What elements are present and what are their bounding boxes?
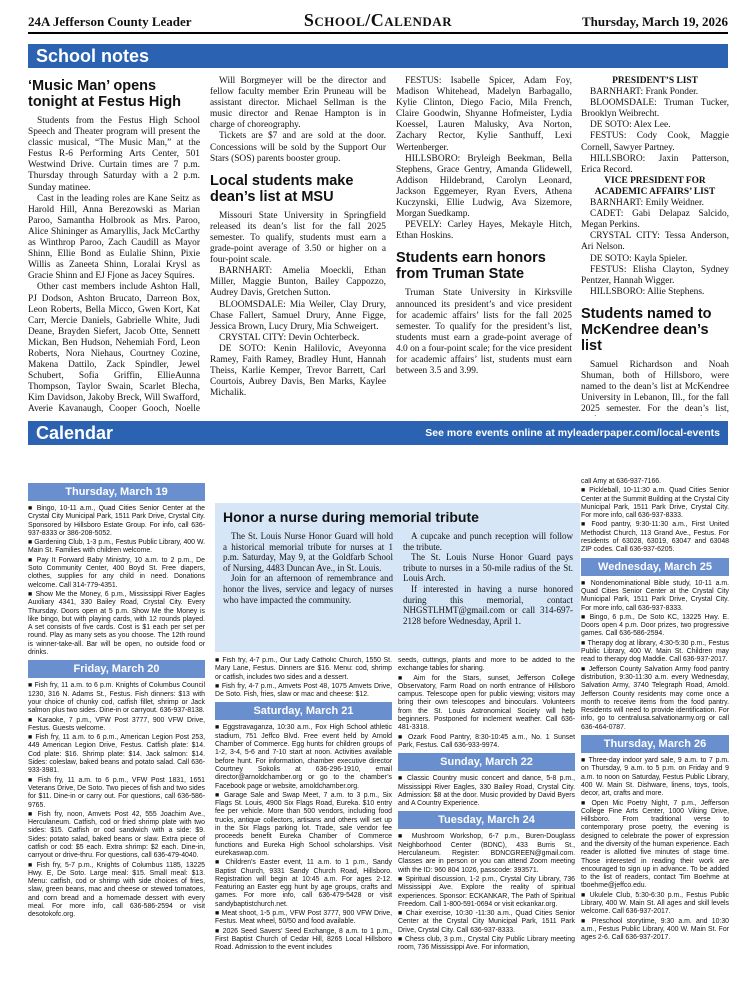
- paragraph: Other cast members include Ashton Hall, PJ Dodson, Ashton Brucato, Darreon Box, Leon Roberts, Bella Micco, Gwen Kort, Kat Carr, Mercie Daniels, Gabrielle White, Judi Deane, Brayden Siefert, Jacob Otte, Sennett Mickan, Ben Hudson, Nehemiah Ford, Leon Roberts, Nora Niehaus, Courtney Cozine, Makena Dattilo, Zack Spindler, Jewel Schubert, Sofia Griffin, EllieAunna Thompson, Taylor Swain, Scarlet Blecha, Kim Davidson, Jakoby Breck, Will Swafford, Averie Kavanaugh, Cooper Gooch, Noelle: [28, 282, 200, 415]
- event: ■ Bingo, 10-11 a.m., Quad Cities Senior Center at the Crystal City Municipal Park, 1511 Park Drive, Crystal City. Sponsored by Hillsboro Estate Group. For info, call 636-937-8333 or 386-208-5052.: [28, 505, 205, 537]
- paragraph: Truman State University in Kirksville announced its president’s and vice president for academic affairs’ lists for the fall 2025 semester. To qualify for the president’s list, students must earn a grade-point average of 4.0 on a four-point scale; for the vice president for academic affairs’ list, students must earn between 3.5 and 3.99.: [396, 288, 572, 377]
- paragraph: A cupcake and punch reception will follow the tribute.: [403, 531, 573, 552]
- event: ■ Eggstravaganza, 10:30 a.m., Fox High School athletic stadium, 751 Jeffco Blvd. Free event held by Arnold Chamber of Commerce. Egg hunts for children groups of 1-2, 3-4, 5-6 and 7-10 start at noon. Activities available before hunt. For information, chamber executive director Courtney Sokolis at 636-296-1910, email director@arnoldchamber.org or go to the chamber’s Facebook page or website, arnoldchamber.org.: [215, 724, 392, 790]
- event: ■ Fish fry, 11 a.m. to 6 p.m., American Legion Post 253, 449 American Legion Drive, Festus. Catfish plate: $14. Cod plate: $16. Shrimp plate: $14. Jack salmon: $14. Sides: coleslaw, baked beans and potato salad. Call 636-933-3981.: [28, 734, 205, 775]
- paragraph: Students from the Festus High School Speech and Theater program will present the classic musical, “The Music Man,” at the Festus R-6 Performing Arts Center, 501 Westwind Drive. Curtain times are 7 p.m. Thursday through Saturday with a 2 p.m. Sunday matinee.: [28, 116, 200, 193]
- issue-date: Thursday, March 19, 2026: [581, 14, 728, 29]
- event: ■ 2026 Seed Savers’ Seed Exchange, 8 a.m. to 1 p.m., First Baptist Church of Cedar Hill, 8265 Local Hillsboro Road. Admission to the event includes: [215, 927, 392, 952]
- paragraph: Missouri State University in Springfield released its dean’s list for the fall 2025 semester. To qualify, students must earn a grade-point average of 3.50 or higher on a four-point scale.: [210, 210, 386, 266]
- section-title: School/Calendar: [303, 10, 453, 30]
- paragraph: If interested in having a nurse honored during this memorial, contact NHGSTLHMT@gmail.com or call 314-697-2128 before Wednesday, April 1.: [403, 583, 573, 626]
- column-3: [396, 76, 572, 416]
- event: ■ Garage Sale and Swap Meet, 7 a.m. to 3 p.m., Six Flags St. Louis, 4900 Six Flags Road, Eureka. $10 entry fee per vehicle. More than 500 vendors, including food trucks, antique collectors, artisans and others will set up in the Six Flags parking lot. Trade, sale vendor fee proceeds benefit Eureka Chamber of Commerce functions and Eureka High School scholarships. Visit eurekaswap.com.: [215, 791, 392, 857]
- event: ■ Aim for the Stars, sunset, Jefferson College Observatory, Farm Road on north entrance of Hillsboro campus. Telescope open for public viewing; visitors may bring their own telescopes and binoculars. Volunteers from the St. Louis Astronomical Society will help beginners. Postponed for inclement weather. Call 636-481-3318.: [398, 674, 575, 732]
- event: ■ Fish fry, noon, Amvets Post 42, 555 Joachim Ave., Herculaneum. Catfish, cod or fried shrimp plate with two sides: $15. Catfish or cod sandwich with a side: $9. Sides: potato salad, baked beans or slaw. Extra piece of catfish or cod: $5 each. Extra shrimp: $2 each. Dine-in, carryout or drive-thru. For questions, call 636-479-4040.: [28, 810, 205, 860]
- event: ■ Ukulele Club, 5:30-6:30 p.m., Festus Public Library, 400 W. Main St. All ages and skill levels welcome. Call 636-937-2017.: [581, 891, 729, 916]
- day-header: Thursday, March 26: [581, 735, 729, 753]
- event: ■ Chess club, 3 p.m., Crystal City Public Library meeting room, 736 Mississippi Ave. For information,: [398, 936, 575, 952]
- music-man-headline: ‘Music Man’ opens tonight at Festus High: [28, 78, 182, 110]
- paragraph: DE SOTO: Alex Lee.: [590, 120, 671, 131]
- tribute-col-left: [223, 531, 393, 605]
- list-title: PRESIDENT’S LIST: [612, 76, 698, 86]
- paragraph: CRYSTAL CITY: Devin Ochterbeck.: [219, 332, 360, 343]
- event: ■ Mushroom Workshop, 6-7 p.m., Buren-Douglass Neighborhood Center (BDNC), 433 Burris St., Herculaneum. Register: BDNCGREEN@gmail.com. Classes are in person or you can attend Zoom meeting with the ID: 960 804 1026, passcode: 393571.: [398, 833, 575, 874]
- event: ■ Open Mic Poetry Night, 7 p.m., Jefferson College Fine Arts Center, 1000 Viking Drive, Hillsboro. From traditional verse to contemporary prose poetry, the evening is designed to celebrate the power of expression and the diversity of the human experience. Each reader is allotted five minutes of stage time. Those interested in reading their work are encouraged to sign up in advance. To be added to the list of readers, contact Tim Boehme at tboehme@jeffco.edu.: [581, 799, 729, 890]
- paragraph: Samuel Richardson and Noah Shuman, both of Hillsboro, were named to the dean’s list at McKendree University in Lebanon, Ill., for the fall 2025 semester. For the dean’s list,: [581, 359, 729, 415]
- event: ■ Jefferson County Salvation Army food pantry distribution, 9:30-11:30 a.m. every Wednesday, Salvation Army, 3740 Telegraph Road, Arnold. Jefferson County residents may come once a month to receive items from the food pantry. Residents will need to provide identification. For info, go to centralusa.salvationarmy.org or call 636-464-0787.: [581, 665, 729, 731]
- paragraph: CADET: Gabi Delapaz Salcido, Megan Perkins.: [581, 209, 729, 231]
- event: ■ Therapy dog at library, 4:30-5:30 p.m., Festus Public Library, 400 W. Main St. Children may read to therapy dog Maddie. Call 636-937-2017.: [581, 639, 729, 664]
- msu-headline: Local students make dean’s list at MSU: [210, 172, 354, 205]
- day-header: Thursday, March 19: [28, 483, 205, 501]
- event: ■ Fish fry, 4-7 p.m., Our Lady Catholic Church, 1550 St. Mary Lane, Festus. Dinners are $16. Menu: cod, shrimp or catfish, includes two sides and a dessert.: [215, 657, 392, 681]
- calendar-title: Calendar: [36, 423, 114, 443]
- event: ■ Preschool storytime, 9:30 a.m. and 10:30 a.m., Festus Public Library, 400 W. Main St. For ages 2-6. Call 636-937-2017.: [581, 917, 729, 942]
- event: ■ Karaoke, 7 p.m., VFW Post 3777, 900 VFW Drive, Festus. Guests welcome.: [28, 716, 205, 732]
- paragraph: CRYSTAL CITY: Tessa Anderson, Ari Nelson.: [581, 231, 729, 253]
- mckendree-headline: Students named to McKendree dean’s list: [581, 305, 712, 354]
- event: ■ Fish fry, 11 a.m. to 6 p.m., VFW Post 1831, 1651 Veterans Drive, De Soto. Two pieces of fish and two sides for $11. Dine-in or carry out. For questions, call 636-586-9765.: [28, 776, 205, 809]
- paragraph: DE SOTO: Kayla Spieler.: [590, 253, 688, 264]
- page-header: [28, 8, 728, 34]
- paragraph: Cast in the leading roles are Kane Seitz as Harold Hill, Anna Berezowski as Marian Paroo, Samantha Holbrook as Mrs. Paroo, Alice Shininger as Amaryllis, Jack McCarthy as Winthrop Paroo, Zach Caudill as Mayor Shinn, Ellie Bond as Eulalie Shinn, Pixie Willis as Zaneeta Shinn, Loralai Krysl as Gracie Shinn and EJ Fjone as Jacey Squires.: [28, 193, 200, 282]
- tribute-title: Honor a nurse during memorial tribute: [223, 509, 479, 525]
- column-4: [581, 76, 729, 416]
- tribute-col-right: [403, 531, 573, 626]
- paragraph: The St. Louis Nurse Honor Guard will hold a historical memorial tribute for nurses at 1 p.m. Saturday, May 9, at the Goldfarb School of Nursing, 4483 Duncan Ave., in St. Louis.: [223, 531, 393, 573]
- event: ■ Food pantry, 9:30-11:30 a.m., First United Methodist Church, 113 Grand Ave., Festus. For residents of 63028, 63019, 63047 and 63048 ZIP codes. Call 636-937-6205.: [581, 521, 729, 554]
- calendar-col-2: [215, 657, 392, 980]
- event: ■ Pay It Forward Baby Ministry, 10 a.m. to 2 p.m., De Soto Community Center, 400 Boyd St. Free diapers, clothes, supplies for any child in need. Donations welcome. Call 314-779-4351.: [28, 556, 205, 589]
- paragraph: Tickets are $7 and are sold at the door. Concessions will be sold by the Support Our Stars (SOS) parents booster group.: [210, 131, 386, 164]
- event: seeds, cuttings, plants and more to be added to the exchange tables for sharing.: [398, 657, 575, 673]
- event: ■ Ozark Food Pantry, 8:30-10:45 a.m., No. 1 Sunset Park, Festus. Call 636-933-9974.: [398, 733, 575, 749]
- event: ■ Show Me the Money, 6 p.m., Mississippi River Eagles Auxiliary 4341, 330 Bailey Road, Crystal City. Every Thursday. Doors open at 5 p.m. Show Me the Money is like bingo, but with playing cards, with 12 rounds played. A set consists of five cards. Cost is $1 each per set per round. Play as many sets as you choose. The 12th round is winner-take-all. Bar will be open, no outside food or drinks.: [28, 590, 205, 657]
- event: ■ Gardening Club, 1-3 p.m., Festus Public Library, 400 W. Main St. Families with children welcome.: [28, 539, 205, 555]
- day-header: Tuesday, March 24: [398, 811, 575, 829]
- event: ■ Nondenominational Bible study, 10-11 a.m. Quad Cities Senior Center at the Crystal City Municipal Park, 1511 Park Drive, Crystal City. For more info, call 636-937-8333.: [581, 579, 729, 612]
- event: ■ Fish fry, 4-7 p.m., Amvets Post 48, 1075 Amvets Drive, De Soto. Fish, fries, slaw or mac and cheese: $12.: [215, 682, 392, 699]
- paragraph: Join for an afternoon of remembrance and honor the lives, service and legacy of nurses who have impacted the community.: [223, 573, 393, 605]
- event: ■ Fish fry, 11 a.m. to 6 p.m. Knights of Columbus Council 1230, 316 N. Adams St., Festus. Fish dinners: $13 with your choice of chunky cod, catfish fillet, shrimp or Jack salmon plus two sides. Dine-in or carryout. 636-937-8138.: [28, 682, 205, 715]
- paragraph: HILLSBORO: Bryleigh Beekman, Bella Stephens, Grace Gentry, Amanda Glidewell, Addison Hildebrand, Carolyn Leonard, Jackson Eggemeyer, Ryan Evers, Athena Kuczynski, Ellie Ludwig, Ava Sizemore, Morgan Suedkamp.: [396, 153, 572, 220]
- event: ■ Spiritual discussion, 1-2 p.m., Crystal City Library, 736 Mississippi Ave. Explore the reality of spiritual experiences. Sponsor: ECKANKAR, The Path of Spiritual Freedom. Call 1-800-591-0694 or visit eckankar.org.: [398, 875, 575, 908]
- paragraph: BLOOMSDALE: Truman Tucker, Brooklyn Weibrecht.: [581, 98, 729, 120]
- event: ■ Chair exercise, 10:30 -11:30 a.m., Quad Cities Senior Center at the Crystal City Municipal Park, 1511 Park Drive, Crystal City. Call 636-937-8333.: [398, 910, 575, 934]
- event: ■ Children’s Easter event, 11 a.m. to 1 p.m., Sandy Baptist Church, 9331 Sandy Church Road, Hillsboro. Registration will begin at 10:45 a.m. For ages 2-12. Featuring an Easter egg hunt by age groups, crafts and games. For more info, call 636-479-5428 or visit sandybaptistchurch.net.: [215, 859, 392, 908]
- event: ■ Classic Country music concert and dance, 5-8 p.m., Mississippi River Eagles, 330 Bailey Road, Crystal City. Admission: $8 at the door. Music provided by David Byers and A Country Experience.: [398, 775, 575, 808]
- event: ■ Pickleball, 10-11:30 a.m. Quad Cities Senior Center at the Summit Building at the Crystal City Municipal Park, 1511 Park Drive, Crystal City. For more info, call 636-937-8333.: [581, 487, 729, 520]
- day-header: Sunday, March 22: [398, 753, 575, 771]
- event: ■ Three-day indoor yard sale, 9 a.m. to 7 p.m. on Thursday, 9 a.m. to 5 p.m. on Friday and 9 a.m. to noon on Saturday, Festus Public Library, 400 W. Main St. Dishware, linens, toys, tools, decor, art, crafts and more.: [581, 757, 729, 798]
- event: call Amy at 636-937-7166.: [581, 478, 662, 485]
- paragraph: FESTUS: Isabelle Spicer, Adam Foy, Madison Whitehead, Madelyn Barbagallo, Kylie Clinton, Diego Facio, Mila French, Claire Goodwin, Shyanne Hofmeister, Lydia Koessel, Lauren Malusky, Ava Norton, Zachary Rector, Kylie Santhuff, Lexi Wertenberger.: [396, 76, 572, 153]
- calendar-band: [28, 421, 728, 445]
- paragraph: BARNHART: Emily Weidner.: [590, 198, 704, 209]
- more-events-link[interactable]: See more events online at myleaderpaper.com/local-events: [425, 427, 720, 439]
- event: ■ Bingo, 6 p.m., De Soto KC, 13225 Hwy. E. Doors open 4 p.m. Door prizes, two progressive games. Call 636-586-2594.: [581, 613, 729, 638]
- paragraph: DE SOTO: Kenin Halilovic, Aveyonna Ramey, Faith Ramey, Bradley Hunt, Hannah Theiss, Karlie Kemper, Trevor Barrett, Carl Courtois, Aubrey Davis, Ben Marks, Kaylee Michalik.: [210, 343, 386, 399]
- paragraph: The St. Louis Nurse Honor Guard pays tribute to nurses in a 50-mile radius of the St. Louis Arch.: [403, 552, 573, 584]
- paragraph: HILLSBORO: Allie Stephens.: [590, 286, 705, 297]
- event: ■ Fish fry, 5-7 p.m., Knights of Columbus 1185, 13225 Hwy. E, De Soto. Large meal: $15. Small meal: $13. Menu: catfish, cod or shrimp with side choices of fries, slaw, green beans, mac and cheese or stewed tomatoes, and corn bread and a homemade dessert with every meal. For more info, call 636-586-2594 or visit desotokofc.org.: [28, 861, 205, 919]
- calendar-col-4: [581, 478, 729, 980]
- day-header: Saturday, March 21: [215, 702, 392, 720]
- day-header: Wednesday, March 25: [581, 558, 729, 576]
- paragraph: Will Borgmeyer will be the director and fellow faculty member Erin Pruneau will be assistant director. Michael Sellman is the music director and Renae Hampton is in charge of choreography.: [210, 76, 386, 131]
- paragraph: HILLSBORO: Jaxin Patterson, Erica Record.: [581, 153, 729, 175]
- paragraph: BARNHART: Amelia Moeckli, Ethan Miller, Maggie Bunton, Bailey Cappozzo, Audrey Davis, Gretchen Sutton.: [210, 266, 386, 299]
- calendar-col-1: [28, 480, 205, 980]
- calendar-col-3: [398, 657, 575, 980]
- day-header: Friday, March 20: [28, 660, 205, 678]
- event: ■ Meat shoot, 1-5 p.m., VFW Post 3777, 900 VFW Drive, Festus. Meat wheel, 50/50 and food available.: [215, 910, 392, 926]
- nurse-tribute-box: [215, 503, 580, 652]
- paragraph: PEVELY: Carley Hayes, Mekayle Hitch, Ethan Hoskins.: [396, 220, 572, 242]
- truman-headline: Students earn honors from Truman State: [396, 250, 546, 283]
- list-title: VICE PRESIDENT FOR ACADEMIC AFFAIRS’ LIST: [594, 175, 716, 197]
- column-2: [210, 76, 386, 416]
- music-man-article: [28, 76, 200, 416]
- paragraph: BARNHART: Frank Ponder.: [590, 87, 699, 98]
- paragraph: BLOOMSDALE: Mia Weiler, Clay Drury, Chase Fallert, Samuel Drury, Anne Figge, Jessica Brown, Lucy Drury, Mia Schweigert.: [210, 299, 386, 332]
- page-number: 24A Jefferson County Leader: [28, 14, 192, 29]
- paragraph: FESTUS: Cody Cook, Maggie Cornell, Sawyer Partney.: [581, 131, 729, 153]
- paragraph: FESTUS: Elisha Clayton, Sydney Pentzer, Hannah Wigger.: [581, 264, 729, 286]
- school-notes-band: School notes: [28, 44, 728, 68]
